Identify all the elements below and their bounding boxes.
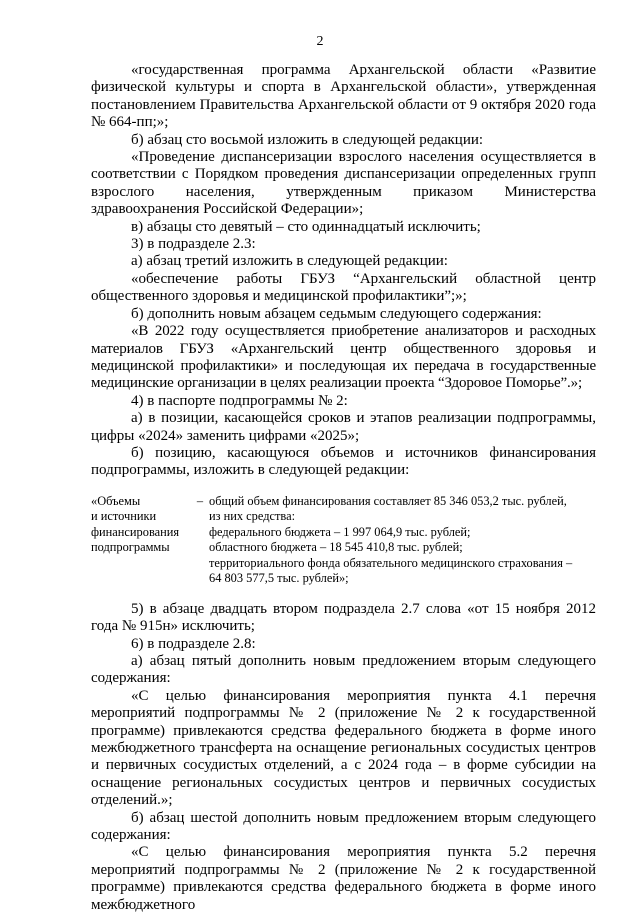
passport-label-line: и источники: [91, 509, 157, 524]
paragraph: б) абзац сто восьмой изложить в следующей редакции:: [131, 131, 484, 148]
passport-label-line: подпрограммы: [91, 540, 170, 555]
paragraph: а) абзац пятый дополнить новым предложением вторым следующего содержания:: [91, 652, 596, 687]
paragraph: «обеспечение работы ГБУЗ “Архангельский областной центр общественного здоровья и медицинской профилактики”;»;: [91, 270, 596, 305]
passport-value: [209, 494, 596, 587]
paragraph: «Проведение диспансеризации взрослого населения осуществляется в соответствии с Порядком проведения диспансеризации определенных групп взрослого населения, утвержденным приказом Министерства здравоохранения Российской Федерации»;: [91, 149, 596, 218]
document-body: [91, 62, 596, 914]
passport-value-line: федерального бюджета – 1 997 064,9 тыс. рублей;: [209, 524, 471, 539]
passport-label-line: «Объемы: [91, 493, 141, 508]
paragraph: «государственная программа Архангельской области «Развитие физической культуры и спорта в Архангельской области», утвержденная постановлением Правительства Архангельской области от 9 октября 2020 года № 664-пп;»;: [91, 62, 596, 131]
passport-label-line: финансирования: [91, 524, 180, 539]
passport-value-line: территориального фонда обязательного медицинского страхования –: [209, 555, 573, 570]
passport-value-line: 64 803 577,5 тыс. рублей»;: [209, 571, 349, 586]
paragraph: б) дополнить новым абзацем седьмым следующего содержания:: [131, 305, 542, 322]
passport-dash: –: [196, 493, 204, 508]
paragraph: б) позицию, касающуюся объемов и источников финансирования подпрограммы, изложить в следующей редакции:: [91, 444, 596, 479]
paragraph: а) абзац третий изложить в следующей редакции:: [131, 253, 448, 270]
passport-value-line: общий объем финансирования составляет 85 346 053,2 тыс. рублей,: [209, 493, 567, 508]
paragraph: 6) в подразделе 2.8:: [131, 635, 256, 652]
paragraph: «В 2022 году осуществляется приобретение анализаторов и расходных материалов ГБУЗ «Архангельский центр общественного здоровья и медицинской профилактики» и последующая их передача в государственные медицинские организации в целях реализации проекта “Здоровое Поморье”.»;: [91, 323, 596, 392]
paragraph: б) абзац шестой дополнить новым предложением вторым следующего содержания:: [91, 809, 596, 844]
paragraph: а) в позиции, касающейся сроков и этапов реализации подпрограммы, цифры «2024» заменить цифрами «2025»;: [91, 410, 596, 444]
page-number: 2: [316, 34, 324, 49]
passport-label: [91, 494, 191, 587]
paragraph: 4) в паспорте подпрограммы № 2:: [131, 392, 348, 409]
passport-value-line: областного бюджета – 18 545 410,8 тыс. рублей;: [209, 540, 463, 555]
passport-value-line: из них средства:: [209, 509, 296, 524]
financing-passport-table: [91, 494, 596, 587]
paragraph: 3) в подразделе 2.3:: [131, 236, 256, 253]
paragraph: в) абзацы сто девятый – сто одиннадцатый исключить;: [131, 218, 481, 235]
paragraph: 5) в абзаце двадцать втором подраздела 2.7 слова «от 15 ноября 2012 года № 915н» исключить;: [91, 600, 596, 635]
paragraph: «С целью финансирования мероприятия пункта 4.1 перечня мероприятий подпрограммы № 2 (приложение № 2 к государственной программе) привлекаются средства федерального бюджета в форме иного межбюджетного трансферта на оснащение региональных сосудистых центров и первичных сосудистых отделений, а с 2024 года – в форме субсидии на оснащение региональных сосудистых центров и первичных сосудистых отделений.»;: [91, 687, 596, 809]
paragraph: «С целью финансирования мероприятия пункта 5.2 перечня мероприятий подпрограммы № 2 (приложение № 2 к государственной программе) привлекаются средства федерального бюджета в форме иного межбюджетного: [91, 844, 596, 913]
